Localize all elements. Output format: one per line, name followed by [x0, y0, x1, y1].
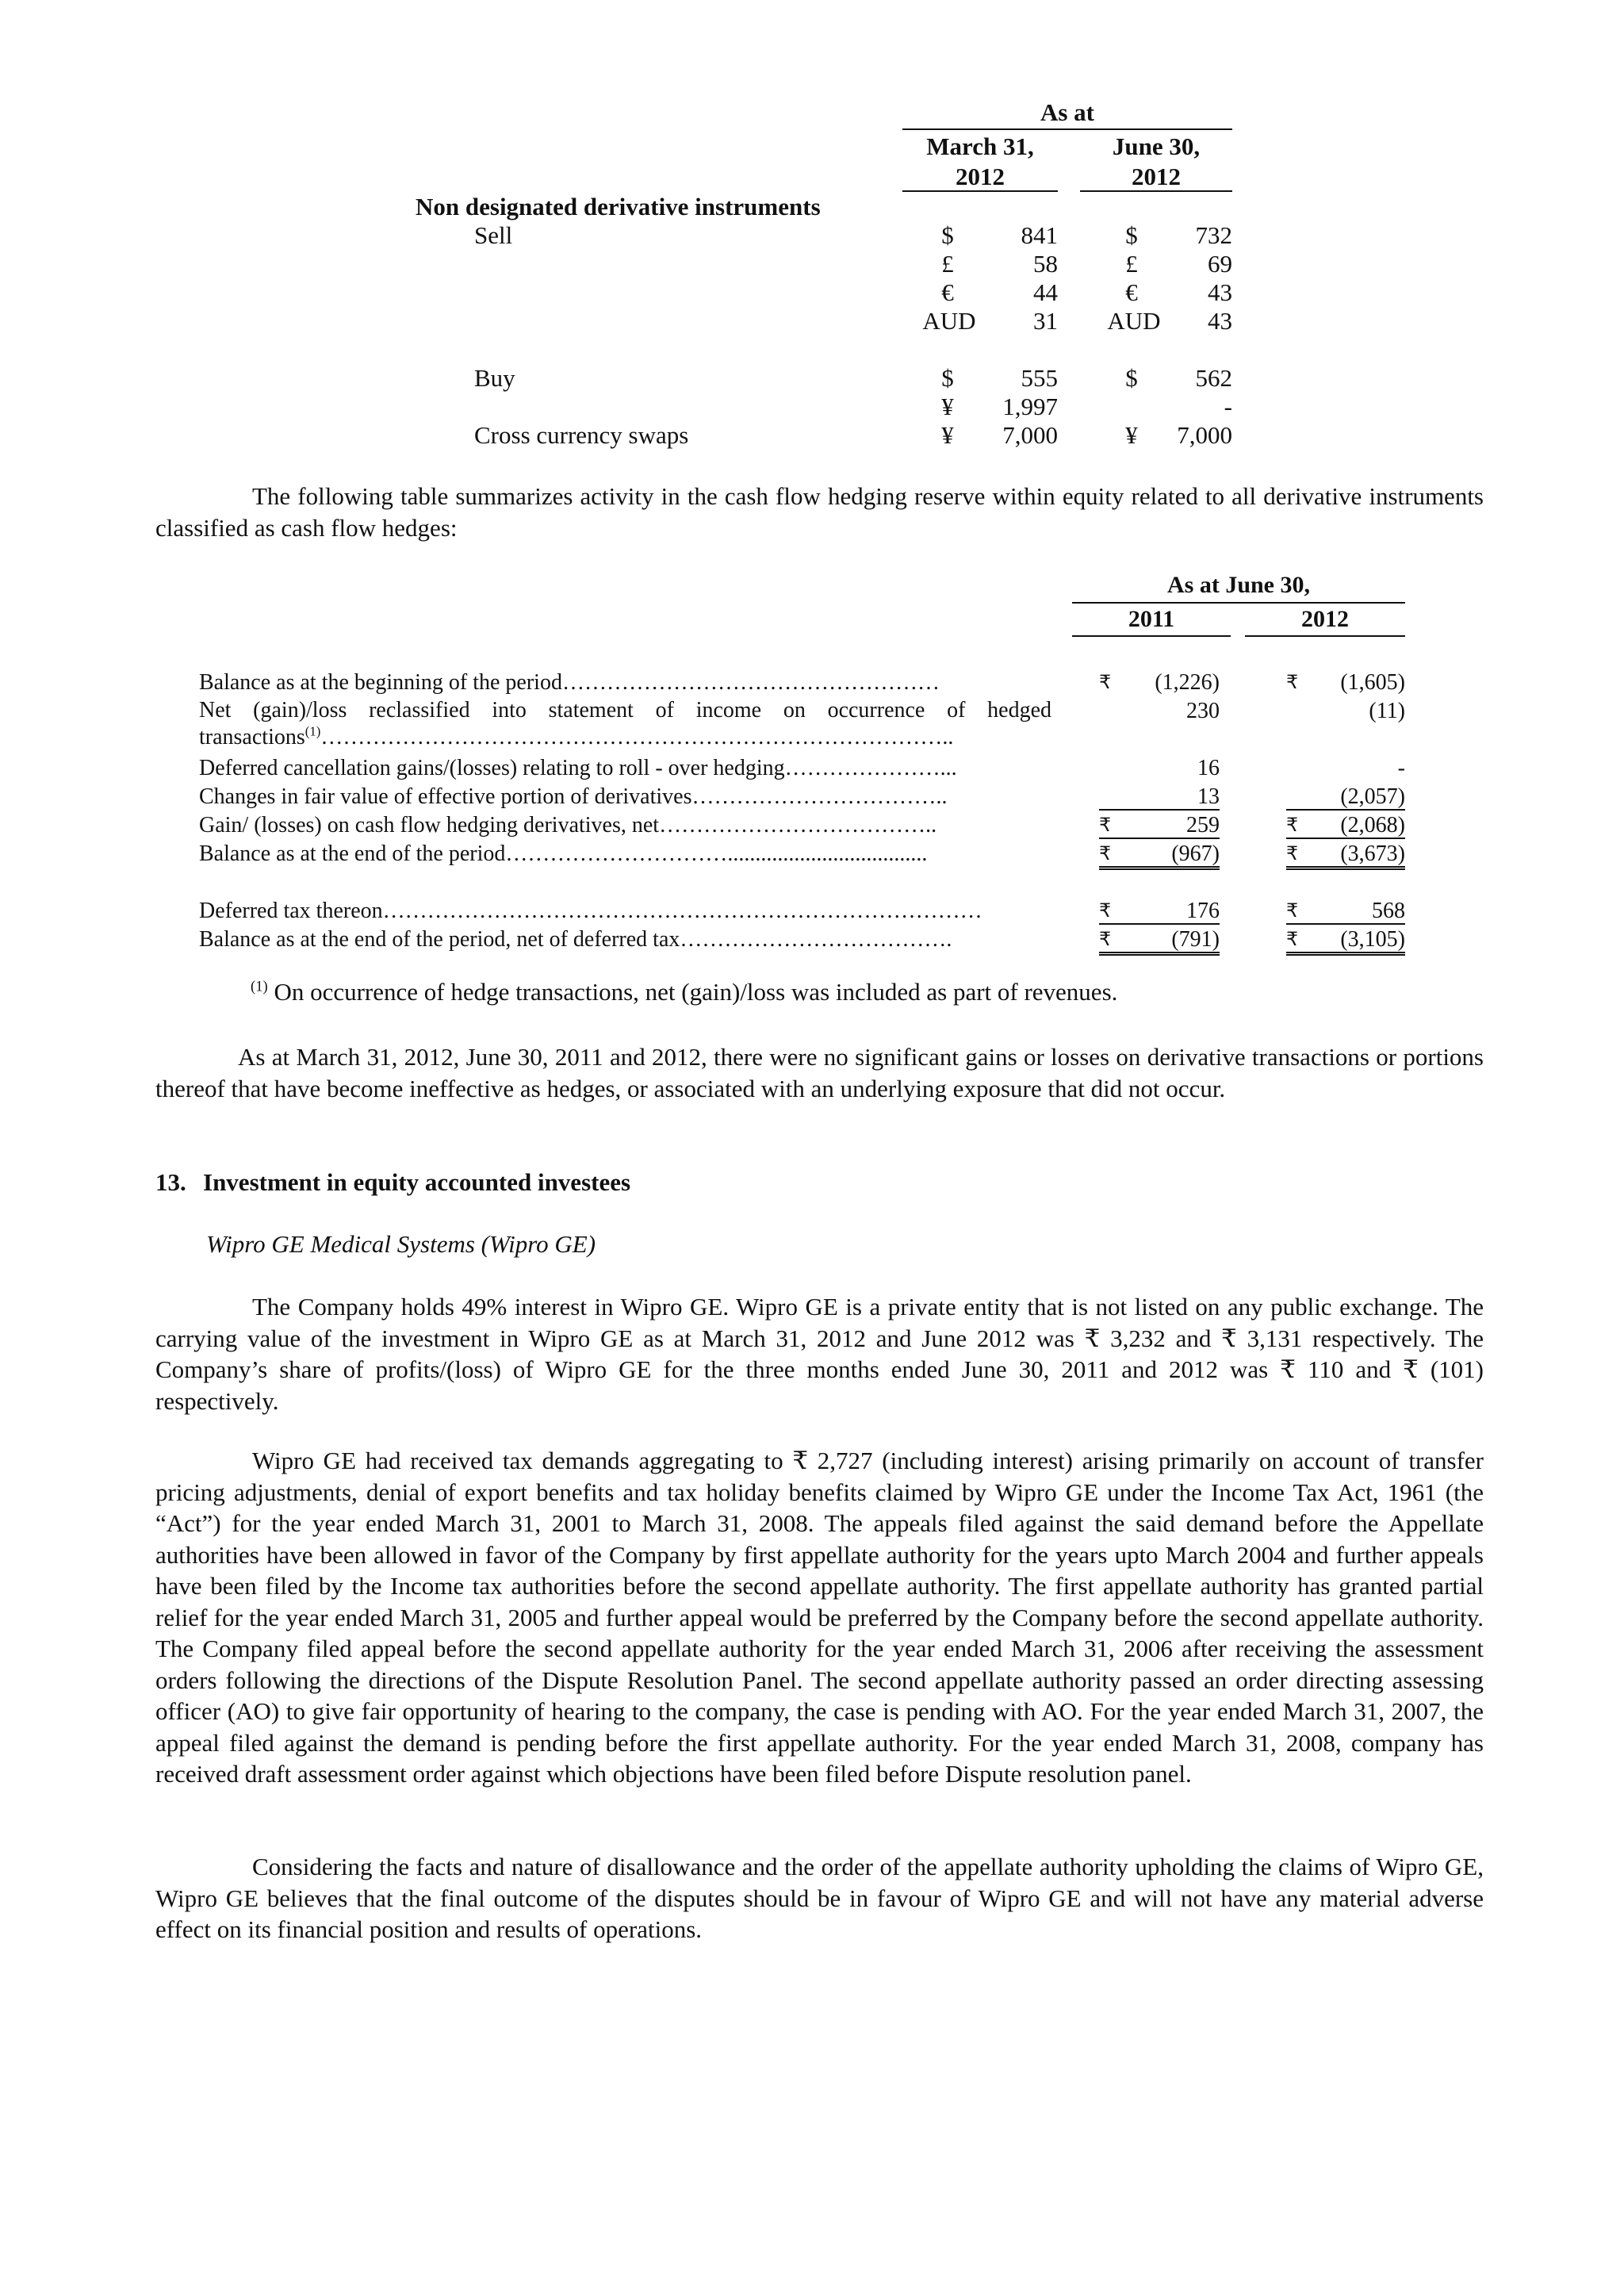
table-cell: ₹ 259	[1099, 813, 1220, 838]
value: 1,997	[1002, 393, 1058, 420]
row-label: Deferred tax thereon………………………………………………………………………	[199, 899, 982, 923]
row-label: Balance as at the end of the period…………………………....................................	[199, 841, 928, 866]
table-cell: -	[1397, 756, 1405, 780]
table-cell: ₹ 568	[1286, 899, 1405, 923]
rupee-symbol: ₹	[1099, 671, 1112, 693]
row-label: Cross currency swaps	[474, 421, 689, 449]
table-cell: ₹ (1,226)	[1099, 670, 1220, 695]
row-label: Sell	[474, 221, 513, 249]
rupee-symbol: ₹	[1099, 899, 1112, 922]
col-header-march: March 31, 2012	[926, 132, 1034, 190]
value: 841	[1021, 221, 1058, 249]
table-cell: 16	[1197, 756, 1220, 780]
footnote: $^{(1)}$ On occurrence of hedge transactions, net (gain)/loss was included as part of revenues.	[251, 978, 1118, 1006]
value: 7,000	[1177, 421, 1232, 449]
table-cell: ₹ (3,673)	[1286, 840, 1405, 870]
value: 732	[1195, 221, 1232, 249]
value: -	[1224, 393, 1232, 420]
currency-symbol: $	[941, 364, 954, 392]
rupee-symbol: ₹	[1286, 842, 1299, 864]
table-cell: ₹ (2,068)	[1286, 813, 1405, 838]
section-title: Non designated derivative instruments	[416, 193, 821, 220]
value: 43	[1208, 307, 1232, 335]
ineffective-paragraph: As at March 31, 2012, June 30, 2011 and 2012, there were no significant gains or losses on derivative transactions or portions thereof that have become ineffective as hedges, or associated with an underlying exposure that did not occur.	[155, 1043, 1484, 1102]
row-label: Net (gain)/loss reclassified into statement of income on occurrence of hedged transactions$^{(1)}$…………………………………………………………………………..	[199, 698, 1051, 749]
holding-paragraph: The Company holds 49% interest in Wipro GE. Wipro GE is a private entity that is not listed on any public exchange. The carrying value of the investment in Wipro GE as at March 31, 2012 and June 2012 was ₹ 3,232 and ₹ 3,131 respectively. The Company’s share of profits/(loss) of Wipro GE for the three months ended June 30, 2011 and 2012 was ₹ 110 and ₹ (101) respectively.	[155, 1293, 1484, 1415]
col-rule	[902, 190, 1058, 192]
table-cell: 13	[1099, 783, 1220, 811]
table-cell: ₹ (791)	[1099, 926, 1220, 956]
currency-symbol: AUD	[922, 307, 976, 335]
tax-demand-paragraph: Wipro GE had received tax demands aggregating to ₹ 2,727 (including interest) arising primarily on account of transfer pricing adjustments, denial of export benefits and tax holiday benefits claimed by Wipro GE under the Income Tax Act, 1961 (the “Act”) for the year ended March 31, 2001 to March 31, 2008. The appeals filed against the said demand before the Appellate authorities have been allowed in favor of the Company by first appellate authority for the years upto March 2004 and further appeals have been filed by the Income tax authorities before the second appellate authority. The first appellate authority has granted partial relief for the year ended March 31, 2005 and further appeal would be preferred by the Company before the second appellate authority. The Company filed appeal before the second appellate authority for the year ended March 31, 2006 after receiving the assessment orders following the directions of the Dispute Resolution Panel. The second appellate authority passed an order directing assessing officer (AO) to give fair opportunity of hearing to the company, the case is pending with AO. For the year ended March 31, 2007, the appeal filed against the demand is pending before the first appellate authority. For the year ended March 31, 2008, company has received draft assessment order against which objections have been filed before Dispute resolution panel.	[155, 1447, 1484, 1788]
col-rule	[1080, 190, 1232, 192]
col-rule	[1072, 635, 1231, 637]
value: 43	[1208, 278, 1232, 306]
currency-symbol: €	[1125, 278, 1138, 306]
table-cell: ₹ (1,605)	[1286, 670, 1405, 695]
intro-paragraph: The following table summarizes activity in the cash flow hedging reserve within equity related to all derivative instruments classified as cash flow hedges:	[155, 482, 1484, 542]
rupee-symbol: ₹	[1286, 814, 1299, 836]
table-cell: ₹ (967)	[1099, 840, 1220, 870]
currency-symbol: AUD	[1107, 307, 1161, 335]
value: 69	[1208, 250, 1232, 278]
year-2012-header: 2012	[1301, 606, 1349, 632]
rupee-symbol: ₹	[1099, 928, 1112, 950]
col-rule	[1245, 635, 1405, 637]
value: 555	[1021, 364, 1058, 392]
currency-symbol: £	[941, 250, 954, 278]
table-cell: ₹ 176	[1099, 899, 1220, 923]
section-heading: 13. Investment in equity accounted investees	[155, 1168, 631, 1196]
row-label: Balance as at the beginning of the period……………………………………………	[199, 670, 940, 695]
rupee-symbol: ₹	[1286, 671, 1299, 693]
header-rule	[1072, 602, 1405, 604]
rupee-symbol: ₹	[1286, 899, 1299, 922]
value: 7,000	[1002, 421, 1058, 449]
subsection-heading: Wipro GE Medical Systems (Wipro GE)	[206, 1230, 596, 1258]
currency-symbol: $	[941, 221, 954, 249]
row-label: Buy	[474, 364, 515, 392]
rupee-symbol: ₹	[1099, 814, 1112, 836]
row-label: Changes in fair value of effective portion of derivatives……………………………..	[199, 784, 948, 809]
col-header-june: June 30, 2012	[1112, 132, 1201, 190]
value: 44	[1033, 278, 1058, 306]
table-cell: ₹ (3,105)	[1286, 926, 1405, 956]
value: 562	[1195, 364, 1232, 392]
currency-symbol: ¥	[1125, 421, 1138, 449]
currency-symbol: ¥	[941, 393, 954, 420]
currency-symbol: $	[1125, 221, 1138, 249]
table-cell: 230	[1186, 699, 1220, 723]
currency-symbol: ¥	[941, 421, 954, 449]
as-at-june-header: As at June 30,	[1166, 572, 1310, 598]
conclusion-paragraph: Considering the facts and nature of disallowance and the order of the appellate authority upholding the claims of Wipro GE, Wipro GE believes that the final outcome of the disputes should be in favour of Wipro GE and will not have any material adverse effect on its financial position and results of operations.	[155, 1853, 1484, 1943]
table-cell: (11)	[1369, 699, 1405, 723]
table-cell: (2,057)	[1286, 783, 1405, 811]
currency-symbol: £	[1125, 250, 1138, 278]
currency-symbol: €	[941, 278, 954, 306]
year-2011-header: 2011	[1128, 606, 1175, 632]
rupee-symbol: ₹	[1286, 928, 1299, 950]
value: 31	[1033, 307, 1058, 335]
rupee-symbol: ₹	[1099, 842, 1112, 864]
row-label: Gain/ (losses) on cash flow hedging derivatives, net………………………………..	[199, 813, 937, 838]
header-rule	[902, 128, 1232, 130]
row-label: Balance as at the end of the period, net of deferred tax……………………………….	[199, 927, 952, 952]
row-label: Deferred cancellation gains/(losses) relating to roll - over hedging…………………...	[199, 756, 957, 780]
currency-symbol: $	[1125, 364, 1138, 392]
value: 58	[1033, 250, 1058, 278]
as-at-header: As at	[1040, 98, 1095, 126]
